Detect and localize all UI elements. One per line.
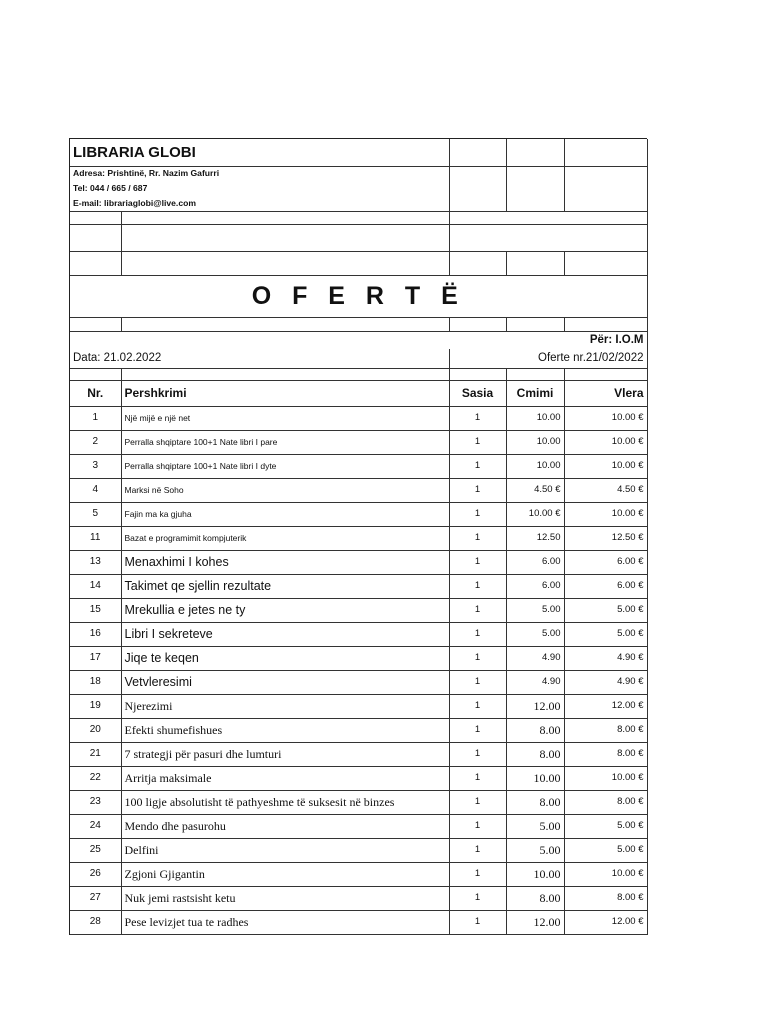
item-price: 4.90: [506, 670, 564, 694]
item-description: Mrekullia e jetes ne ty: [121, 598, 449, 622]
item-number: 27: [70, 886, 121, 910]
item-price: 12.00: [506, 910, 564, 934]
item-description: Menaxhimi I kohes: [121, 550, 449, 574]
item-price: 8.00: [506, 742, 564, 766]
table-row: [70, 478, 647, 502]
item-price: 12.50: [506, 526, 564, 550]
recipient: Për: I.O.M: [70, 331, 647, 349]
item-value: 10.00 €: [564, 502, 647, 526]
item-description: Njerezimi: [121, 694, 449, 718]
table-row: [70, 814, 647, 838]
offer-date: Data: 21.02.2022: [70, 349, 449, 368]
item-quantity: 1: [449, 598, 506, 622]
item-number: 20: [70, 718, 121, 742]
item-description: Delfini: [121, 838, 449, 862]
item-number: 3: [70, 454, 121, 478]
item-number: 17: [70, 646, 121, 670]
item-number: 1: [70, 406, 121, 430]
item-value: 10.00 €: [564, 454, 647, 478]
item-price: 4.50 €: [506, 478, 564, 502]
table-row: [70, 766, 647, 790]
item-value: 8.00 €: [564, 790, 647, 814]
item-price: 5.00: [506, 598, 564, 622]
column-header-nr: Nr.: [70, 380, 121, 406]
item-quantity: 1: [449, 646, 506, 670]
item-value: 4.50 €: [564, 478, 647, 502]
offer-number: Oferte nr.21/02/2022: [449, 349, 647, 368]
table-row: [70, 910, 647, 934]
item-value: 8.00 €: [564, 742, 647, 766]
item-quantity: 1: [449, 670, 506, 694]
item-description: Efekti shumefishues: [121, 718, 449, 742]
table-row: [70, 694, 647, 718]
offer-table: [70, 139, 648, 935]
item-description: Pese levizjet tua te radhes: [121, 910, 449, 934]
item-number: 19: [70, 694, 121, 718]
item-price: 5.00: [506, 814, 564, 838]
item-price: 10.00 €: [506, 502, 564, 526]
item-value: 8.00 €: [564, 718, 647, 742]
item-description: Libri I sekreteve: [121, 622, 449, 646]
item-quantity: 1: [449, 862, 506, 886]
item-value: 12.50 €: [564, 526, 647, 550]
item-value: 5.00 €: [564, 598, 647, 622]
item-description: Perralla shqiptare 100+1 Nate libri I pare: [121, 430, 449, 454]
item-value: 10.00 €: [564, 862, 647, 886]
item-number: 16: [70, 622, 121, 646]
item-value: 5.00 €: [564, 838, 647, 862]
item-description: Vetvleresimi: [121, 670, 449, 694]
item-number: 2: [70, 430, 121, 454]
column-header-description: Pershkrimi: [121, 380, 449, 406]
item-description: Bazat e programimit kompjuterik: [121, 526, 449, 550]
item-quantity: 1: [449, 406, 506, 430]
item-price: 8.00: [506, 790, 564, 814]
item-number: 28: [70, 910, 121, 934]
item-number: 26: [70, 862, 121, 886]
item-quantity: 1: [449, 790, 506, 814]
item-value: 10.00 €: [564, 430, 647, 454]
item-value: 6.00 €: [564, 550, 647, 574]
item-number: 14: [70, 574, 121, 598]
item-description: Arritja maksimale: [121, 766, 449, 790]
company-phone: Tel: 044 / 665 / 687: [70, 181, 449, 196]
item-value: 4.90 €: [564, 670, 647, 694]
item-description: 7 strategji për pasuri dhe lumturi: [121, 742, 449, 766]
item-price: 10.00: [506, 454, 564, 478]
company-email: E-mail: librariaglobi@live.com: [70, 196, 449, 211]
table-row: [70, 718, 647, 742]
item-description: Zgjoni Gjigantin: [121, 862, 449, 886]
table-row: [70, 838, 647, 862]
table-row: [70, 622, 647, 646]
item-quantity: 1: [449, 622, 506, 646]
item-price: 5.00: [506, 838, 564, 862]
item-price: 10.00: [506, 766, 564, 790]
item-number: 25: [70, 838, 121, 862]
table-row: [70, 598, 647, 622]
item-description: Mendo dhe pasurohu: [121, 814, 449, 838]
item-number: 23: [70, 790, 121, 814]
item-quantity: 1: [449, 718, 506, 742]
table-row: [70, 670, 647, 694]
table-row: [70, 646, 647, 670]
item-value: 6.00 €: [564, 574, 647, 598]
item-quantity: 1: [449, 502, 506, 526]
column-header-quantity: Sasia: [449, 380, 506, 406]
item-quantity: 1: [449, 526, 506, 550]
table-row: [70, 406, 647, 430]
item-description: Nuk jemi rastsisht ketu: [121, 886, 449, 910]
item-description: Një mijë e një net: [121, 406, 449, 430]
company-name: LIBRARIA GLOBI: [70, 139, 449, 166]
table-row: [70, 886, 647, 910]
table-row: [70, 454, 647, 478]
item-number: 5: [70, 502, 121, 526]
item-value: 12.00 €: [564, 694, 647, 718]
table-row: [70, 574, 647, 598]
table-header-row: [70, 380, 647, 406]
item-value: 12.00 €: [564, 910, 647, 934]
table-row: [70, 430, 647, 454]
table-row: [70, 742, 647, 766]
item-quantity: 1: [449, 766, 506, 790]
item-price: 8.00: [506, 718, 564, 742]
item-quantity: 1: [449, 550, 506, 574]
item-number: 4: [70, 478, 121, 502]
item-description: Perralla shqiptare 100+1 Nate libri I dyte: [121, 454, 449, 478]
item-price: 10.00: [506, 406, 564, 430]
item-number: 13: [70, 550, 121, 574]
item-quantity: 1: [449, 910, 506, 934]
column-header-value: Vlera: [564, 380, 647, 406]
item-description: Fajin ma ka gjuha: [121, 502, 449, 526]
item-value: 10.00 €: [564, 406, 647, 430]
table-row: [70, 790, 647, 814]
table-row: [70, 526, 647, 550]
item-quantity: 1: [449, 574, 506, 598]
item-quantity: 1: [449, 742, 506, 766]
table-row: [70, 862, 647, 886]
item-price: 6.00: [506, 574, 564, 598]
company-address: Adresa: Prishtinë, Rr. Nazim Gafurri: [70, 166, 449, 181]
item-number: 15: [70, 598, 121, 622]
item-number: 11: [70, 526, 121, 550]
item-number: 24: [70, 814, 121, 838]
table-row: [70, 550, 647, 574]
item-value: 4.90 €: [564, 646, 647, 670]
item-description: 100 ligje absolutisht të pathyeshme të suksesit në binzes: [121, 790, 449, 814]
offer-sheet: [69, 138, 647, 935]
item-number: 22: [70, 766, 121, 790]
item-description: Takimet qe sjellin rezultate: [121, 574, 449, 598]
item-price: 12.00: [506, 694, 564, 718]
item-number: 21: [70, 742, 121, 766]
item-price: 10.00: [506, 862, 564, 886]
item-value: 5.00 €: [564, 814, 647, 838]
table-row: [70, 502, 647, 526]
column-header-price: Cmimi: [506, 380, 564, 406]
item-price: 6.00: [506, 550, 564, 574]
item-price: 5.00: [506, 622, 564, 646]
item-quantity: 1: [449, 886, 506, 910]
item-price: 4.90: [506, 646, 564, 670]
item-description: Marksi në Soho: [121, 478, 449, 502]
item-quantity: 1: [449, 838, 506, 862]
item-quantity: 1: [449, 478, 506, 502]
document-title: O F E R T Ë: [70, 275, 647, 317]
item-number: 18: [70, 670, 121, 694]
item-description: Jiqe te keqen: [121, 646, 449, 670]
item-value: 8.00 €: [564, 886, 647, 910]
item-quantity: 1: [449, 694, 506, 718]
item-quantity: 1: [449, 454, 506, 478]
item-quantity: 1: [449, 430, 506, 454]
item-quantity: 1: [449, 814, 506, 838]
item-price: 10.00: [506, 430, 564, 454]
item-value: 10.00 €: [564, 766, 647, 790]
item-value: 5.00 €: [564, 622, 647, 646]
item-price: 8.00: [506, 886, 564, 910]
